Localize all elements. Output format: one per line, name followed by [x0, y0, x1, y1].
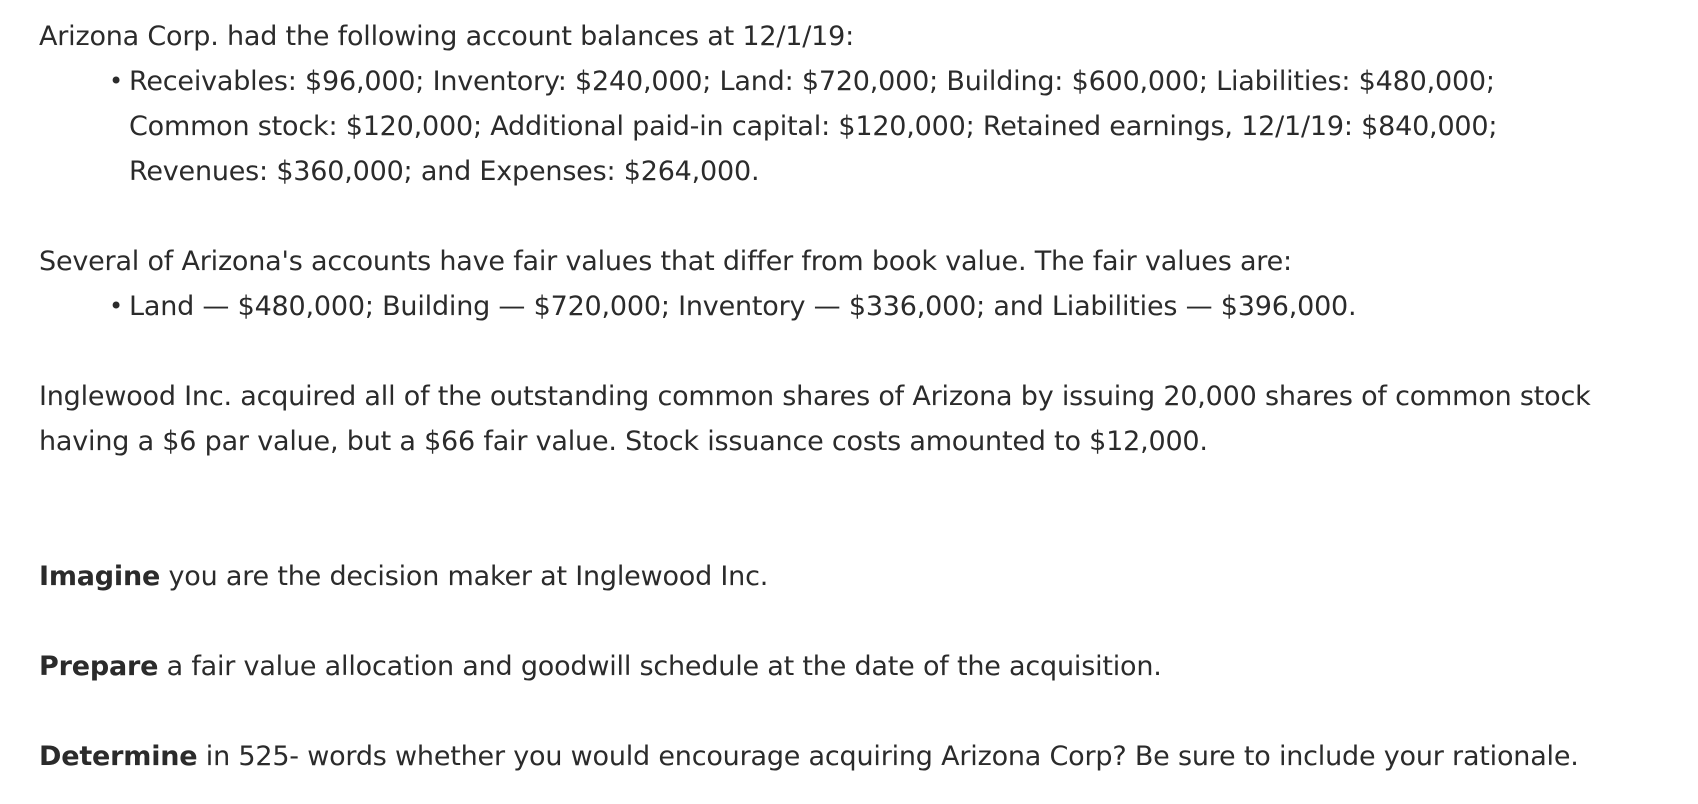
list-item [109, 284, 1679, 329]
bullet-icon: • [109, 292, 123, 320]
bullet-icon: • [109, 67, 123, 95]
task-text: in 525- words whether you would encourage acquiring Arizona Corp? Be sure to include your rationale. [197, 741, 1579, 772]
fair-values-intro: Several of Arizona's accounts have fair values that differ from book value. The fair values are: [39, 246, 1292, 277]
list-item [109, 59, 1679, 194]
task-text: you are the decision maker at Inglewood Inc. [160, 561, 769, 592]
fair-values-text: Land — $480,000; Building — $720,000; Inventory — $336,000; and Liabilities — $396,000. [129, 291, 1357, 322]
task-verb: Imagine [39, 561, 161, 592]
task-prepare [39, 644, 1679, 689]
fair-values-list [39, 284, 1679, 329]
task-verb: Determine [39, 741, 198, 772]
task-verb: Prepare [39, 651, 159, 682]
acquisition-paragraph: Inglewood Inc. acquired all of the outstanding common shares of Arizona by issuing 20,000 shares of common stock having a $6 par value, but a $66 fair value. Stock issuance costs amounted to $12,000. [39, 381, 1591, 457]
balances-intro: Arizona Corp. had the following account balances at 12/1/19: [39, 21, 855, 52]
task-imagine [39, 554, 1679, 599]
balances-list [39, 59, 1679, 194]
task-text: a fair value allocation and goodwill schedule at the date of the acquisition. [158, 651, 1162, 682]
balances-text: Receivables: $96,000; Inventory: $240,000; Land: $720,000; Building: $600,000; Liabilities: $480,000; Common stock: $120,000; Additional paid-in capital: $120,000; Retained earnings, 12/1/19: $840,000; Revenues: $360,000; and Expenses: $264,000. [129, 66, 1498, 187]
task-determine [39, 734, 1679, 779]
